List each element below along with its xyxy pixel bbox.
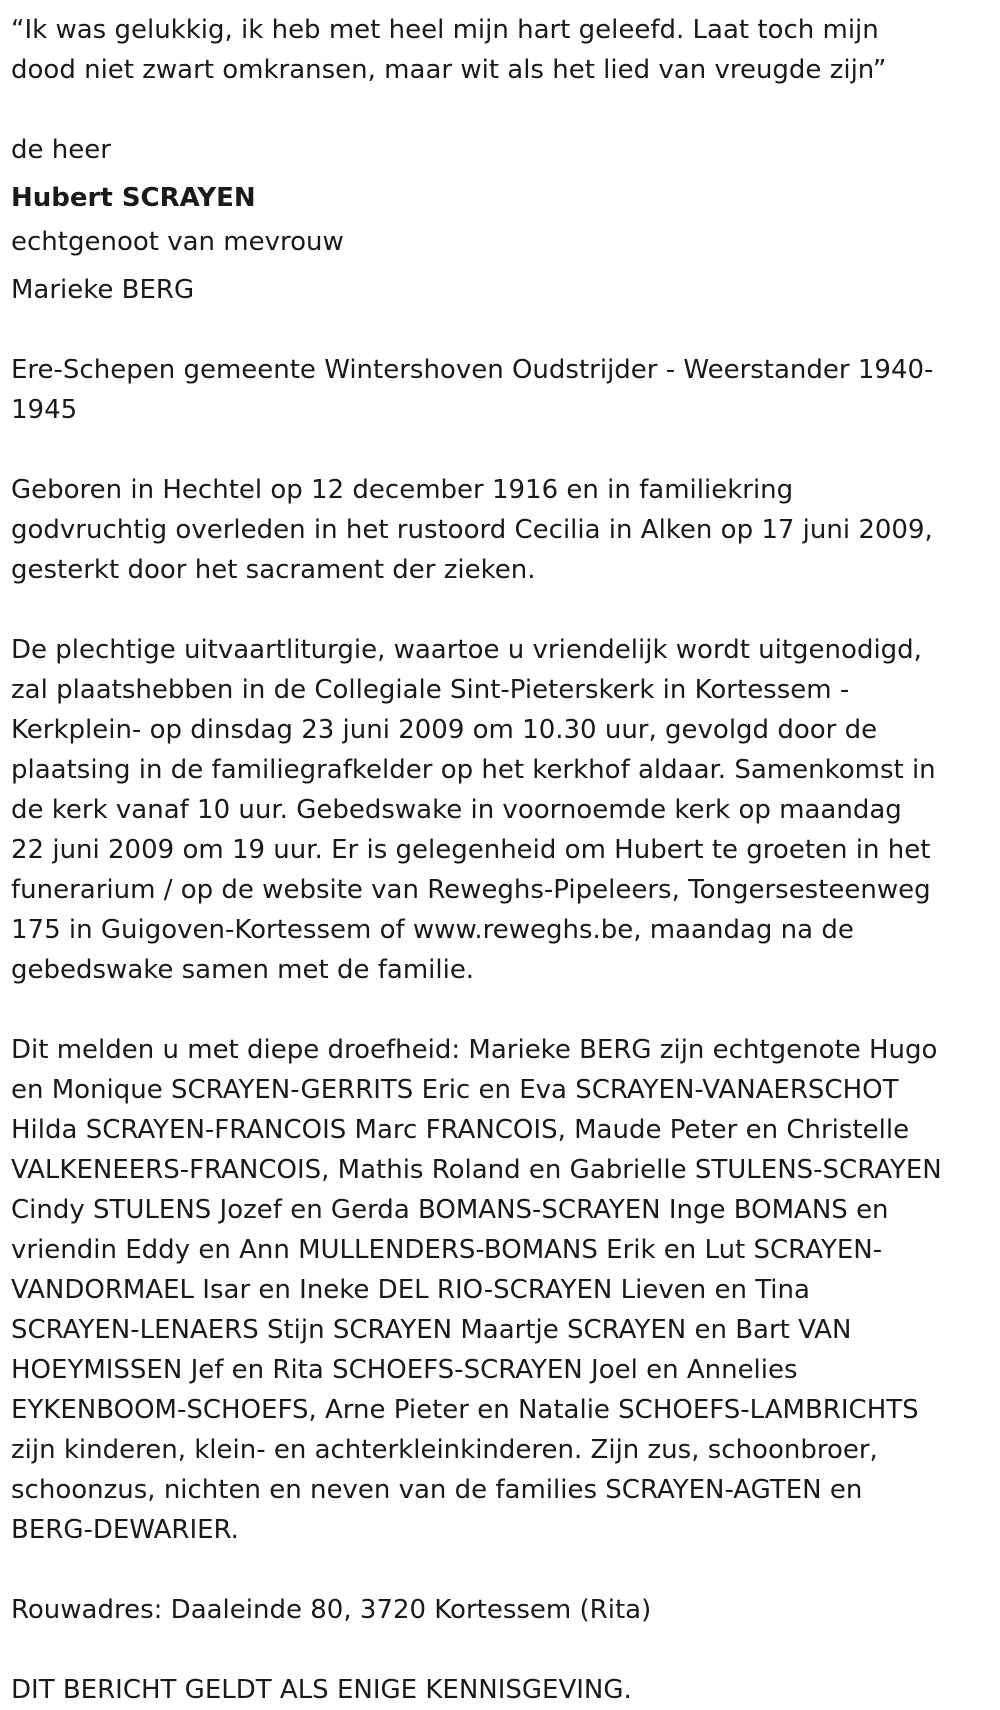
honorary-titles: Ere-Schepen gemeente Wintershoven Oudstrijder - Weerstander 1940-1945 <box>11 355 934 425</box>
funeral-paragraph: De plechtige uitvaartliturgie, waartoe u vriendelijk wordt uitgenodigd, zal plaatshebben in de Collegiale Sint-Pieterskerk in Kortessem -Kerkplein- op dinsdag 23 juni 2009 om 10.30 uur, gevolgd door de plaatsing in de familiegrafkelder op het kerkhof aldaar. Samenkomst in de kerk vanaf 10 uur. Gebedswake in voornoemde kerk op maandag 22 juni 2009 om 19 uur. Er is gelegenheid om Hubert te groeten in het funerarium / op de website van Reweghs-Pipeleers, Tongersesteenweg 175 in Guigoven-Kortessem of www.reweghs.be, maandag na de gebedswake samen met de familie. <box>11 635 936 985</box>
salutation: de heer <box>11 135 111 165</box>
closing-statement: DIT BERICHT GELDT ALS ENIGE KENNISGEVING. <box>11 1675 632 1705</box>
deceased-name: Hubert SCRAYEN <box>11 183 256 213</box>
birth-death-paragraph: Geboren in Hechtel op 12 december 1916 en in familiekring godvruchtig overleden in het rustoord Cecilia in Alken op 17 juni 2009, gesterkt door het sacrament der zieken. <box>11 475 933 585</box>
mourning-address: Rouwadres: Daaleinde 80, 3720 Kortessem (Rita) <box>11 1595 652 1625</box>
family-paragraph: Dit melden u met diepe droefheid: Marieke BERG zijn echtgenote Hugo en Monique SCRAYEN-GERRITS Eric en Eva SCRAYEN-VANAERSCHOT Hilda SCRAYEN-FRANCOIS Marc FRANCOIS, Maude Peter en Christelle VALKENEERS-FRANCOIS, Mathis Roland en Gabrielle STULENS-SCRAYEN Cindy STULENS Jozef en Gerda BOMANS-SCRAYEN Inge BOMANS en vriendin Eddy en Ann MULLENDERS-BOMANS Erik en Lut SCRAYEN-VANDORMAEL Isar en Ineke DEL RIO-SCRAYEN Lieven en Tina SCRAYEN-LENAERS Stijn SCRAYEN Maartje SCRAYEN en Bart VAN HOEYMISSEN Jef en Rita SCHOEFS-SCRAYEN Joel en Annelies EYKENBOOM-SCHOEFS, Arne Pieter en Natalie SCHOEFS-LAMBRICHTS zijn kinderen, klein- en achterkleinkinderen. Zijn zus, schoonbroer, schoonzus, nichten en neven van de families SCRAYEN-AGTEN en BERG-DEWARIER. <box>11 1035 942 1545</box>
spouse-label: echtgenoot van mevrouw <box>11 227 344 257</box>
spouse-name: Marieke BERG <box>11 275 195 305</box>
opening-quote: “Ik was gelukkig, ik heb met heel mijn hart geleefd. Laat toch mijn dood niet zwart omkransen, maar wit als het lied van vreugde zijn” <box>11 15 887 85</box>
